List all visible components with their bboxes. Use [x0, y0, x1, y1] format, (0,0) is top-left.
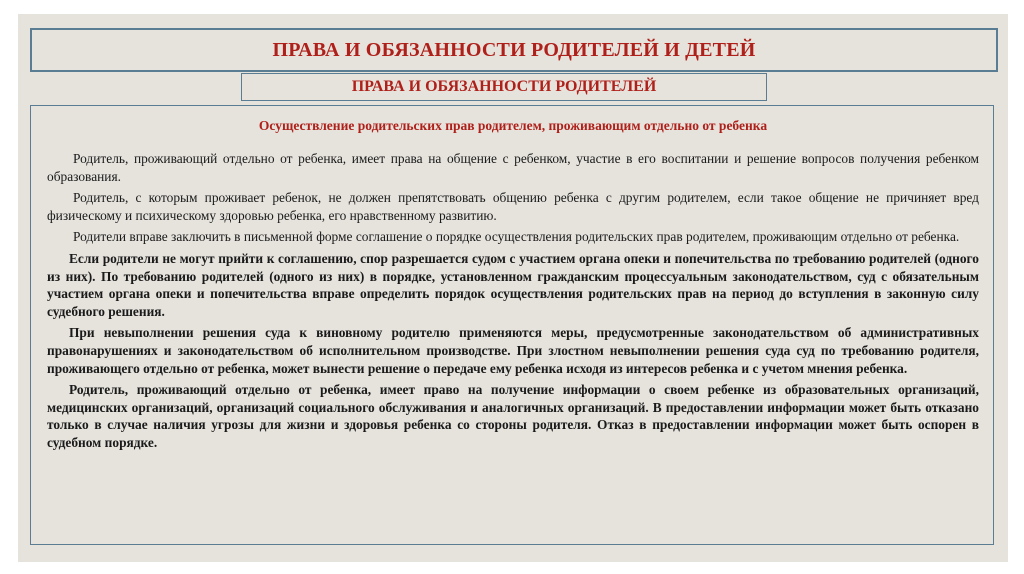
paragraph-3: Родители вправе заключить в письменной форме соглашение о порядке осуществления родительских прав родителем, проживающим отдельно от ребенка.	[73, 229, 960, 245]
paragraph-4: Если родители не могут прийти к соглашению, спор разрешается судом с участием органа опеки и попечительства по требованию родителей (одного из них). По требованию родителей (одного из них) в порядке, установленном гражданским процессуальным законодательством, суд с обязательным участием органа опеки и попечительства вправе определить порядок осуществления родительских прав на период до вступления в законную силу судебного решения.	[47, 250, 979, 319]
slide-title: ПРАВА И ОБЯЗАННОСТИ РОДИТЕЛЕЙ И ДЕТЕЙ	[272, 38, 756, 61]
slide	[18, 14, 1008, 562]
slide-subtitle: ПРАВА И ОБЯЗАННОСТИ РОДИТЕЛЕЙ	[351, 78, 657, 95]
subtitle-box	[241, 73, 767, 101]
paragraph-1: Родитель, проживающий отдельно от ребенка, имеет права на общение с ребенком, участие в его воспитании и решение вопросов получения ребенком образования.	[47, 151, 979, 184]
paragraph-5: При невыполнении решения суда к виновному родителю применяются меры, предусмотренные законодательством об административных правонарушениях и законодательством об исполнительном производстве. При злостном невыполнении решения суда суд по требованию родителя, проживающего отдельно от ребенка, может вынести решение о передаче ему ребенка исходя из интересов ребенка и с учетом мнения ребенка.	[47, 325, 979, 376]
content-box	[30, 105, 994, 545]
title-box	[30, 28, 998, 72]
paragraph-6: Родитель, проживающий отдельно от ребенка, имеет право на получение информации о своем ребенке из образовательных организаций, медицинских организаций, организаций социального обслуживания и аналогичных организаций. В предоставлении информации может быть отказано только в случае наличия угрозы для жизни и здоровья ребенка со стороны родителя. Отказ в предоставлении информации может быть оспорен в судебном порядке.	[47, 382, 979, 450]
content-heading: Осуществление родительских прав родителем, проживающим отдельно от ребенка	[258, 118, 768, 133]
paragraph-2: Родитель, с которым проживает ребенок, не должен препятствовать общению ребенка с другим родителем, если такое общение не причиняет вред физическому и психическому здоровью ребенка, его нравственному развитию.	[47, 190, 979, 223]
